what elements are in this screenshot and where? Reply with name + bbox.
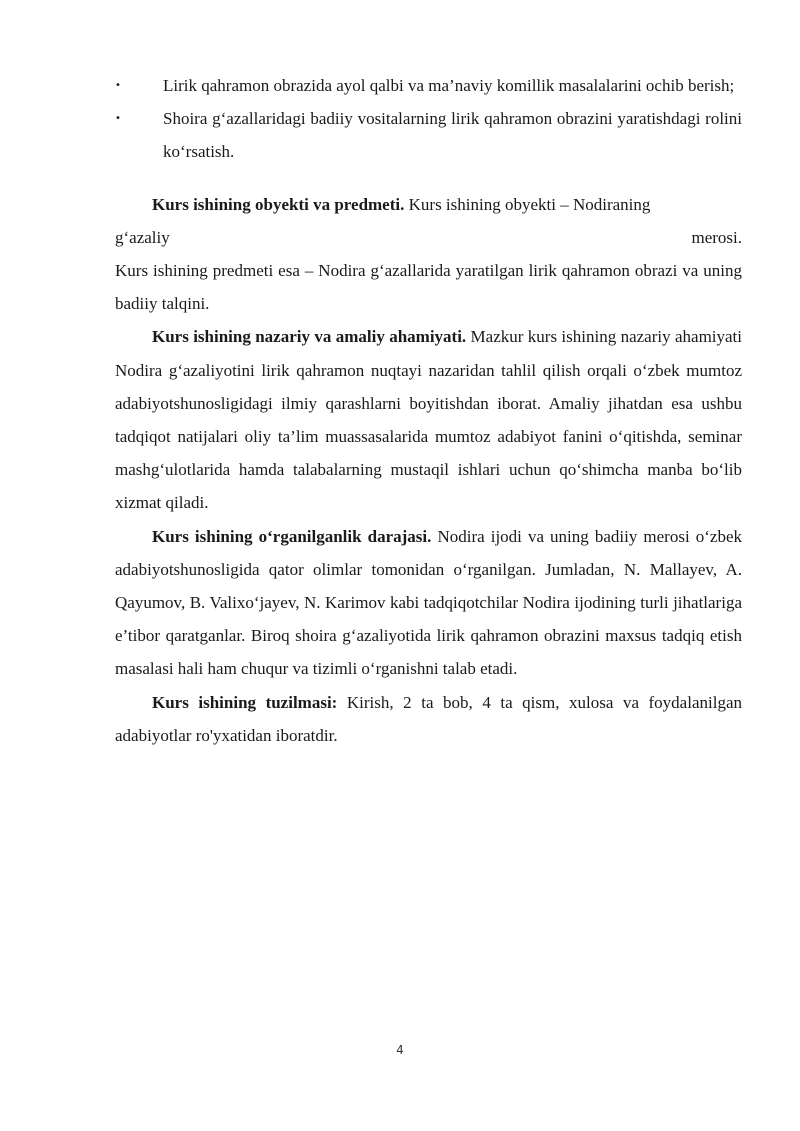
section-text: Kurs ishining obyekti – Nodiraning xyxy=(404,194,651,214)
section-heading: Kurs ishining tuzilmasi: xyxy=(152,692,338,712)
bullet-marker: • xyxy=(115,113,121,125)
bullet-marker: • xyxy=(115,80,121,91)
section-text: Mazkur kurs ishining nazariy ahamiyati Nodira g‘azaliyotini lirik qahramon nuqtayi nazaridan tahlil qilish orqali o‘zbek mumtoz adabiyotshunosligidagi ilmiy qarashlarni boyitishdan iborat. Amaliy jihatdan esa ushbu tadqiqot natijalari oliy ta’lim muassasalarida mumtoz adabiyot fanini o‘qitishda, seminar mashg‘ulotlarida hamda talabalarning mustaqil ishlari uchun qo‘shimcha manba bo‘lib xizmat qiladi. xyxy=(115,327,743,513)
section-text: merosi. xyxy=(691,227,742,247)
goals-bullet-list xyxy=(115,69,742,169)
section-text: g‘azaliy xyxy=(115,227,170,247)
section-text: Nodira ijodi va uning badiiy merosi o‘zbek adabiyotshunosligida qator olimlar tomonidan o‘rganilgan. Jumladan, N. Mallayev, A. Qayumov, B. Valixo‘jayev, N. Karimov kabi tadqiqotchilar Nodira ijodining turli jihatlariga e’tibor qaratganlar. Biroq shoira g‘azaliyotida lirik qahramon obrazini maxsus tadqiq etish masalasi hali ham chuqur va tizimli o‘rganishni talab etadi. xyxy=(115,526,742,679)
bullet-text: Lirik qahramon obrazida ayol qalbi va ma’naviy komillik masalalarini ochib berish; xyxy=(163,76,735,95)
bullet-item xyxy=(115,69,742,102)
object-subject-paragraph xyxy=(115,188,742,221)
study-level-paragraph xyxy=(115,520,742,686)
section-heading: Kurs ishining obyekti va predmeti. xyxy=(152,194,405,214)
section-text: Kurs ishining predmeti esa – Nodira g‘azallarida yaratilgan lirik qahramon obrazi va uning badiiy talqini. xyxy=(115,261,742,314)
section-heading: Kurs ishining nazariy va amaliy ahamiyati. xyxy=(152,327,467,347)
page-number: 4 xyxy=(396,1043,404,1057)
significance-paragraph xyxy=(115,320,742,519)
object-subject-section xyxy=(115,188,742,321)
section-text: Kirish, 2 ta bob, 4 ta qism, xulosa va foydalanilgan adabiyotlar ro'yxatidan iboratdir. xyxy=(115,692,742,745)
justified-line xyxy=(115,221,742,254)
section-heading: Kurs ishining o‘rganilganlik darajasi. xyxy=(152,526,432,546)
page-content xyxy=(115,69,742,752)
structure-paragraph xyxy=(115,686,742,752)
bullet-text: Shoira g‘azallaridagi badiiy vositalarning lirik qahramon obrazini yaratishdagi rolini ko‘rsatish. xyxy=(163,109,742,162)
section-text-block xyxy=(115,254,742,320)
bullet-item xyxy=(115,102,742,168)
